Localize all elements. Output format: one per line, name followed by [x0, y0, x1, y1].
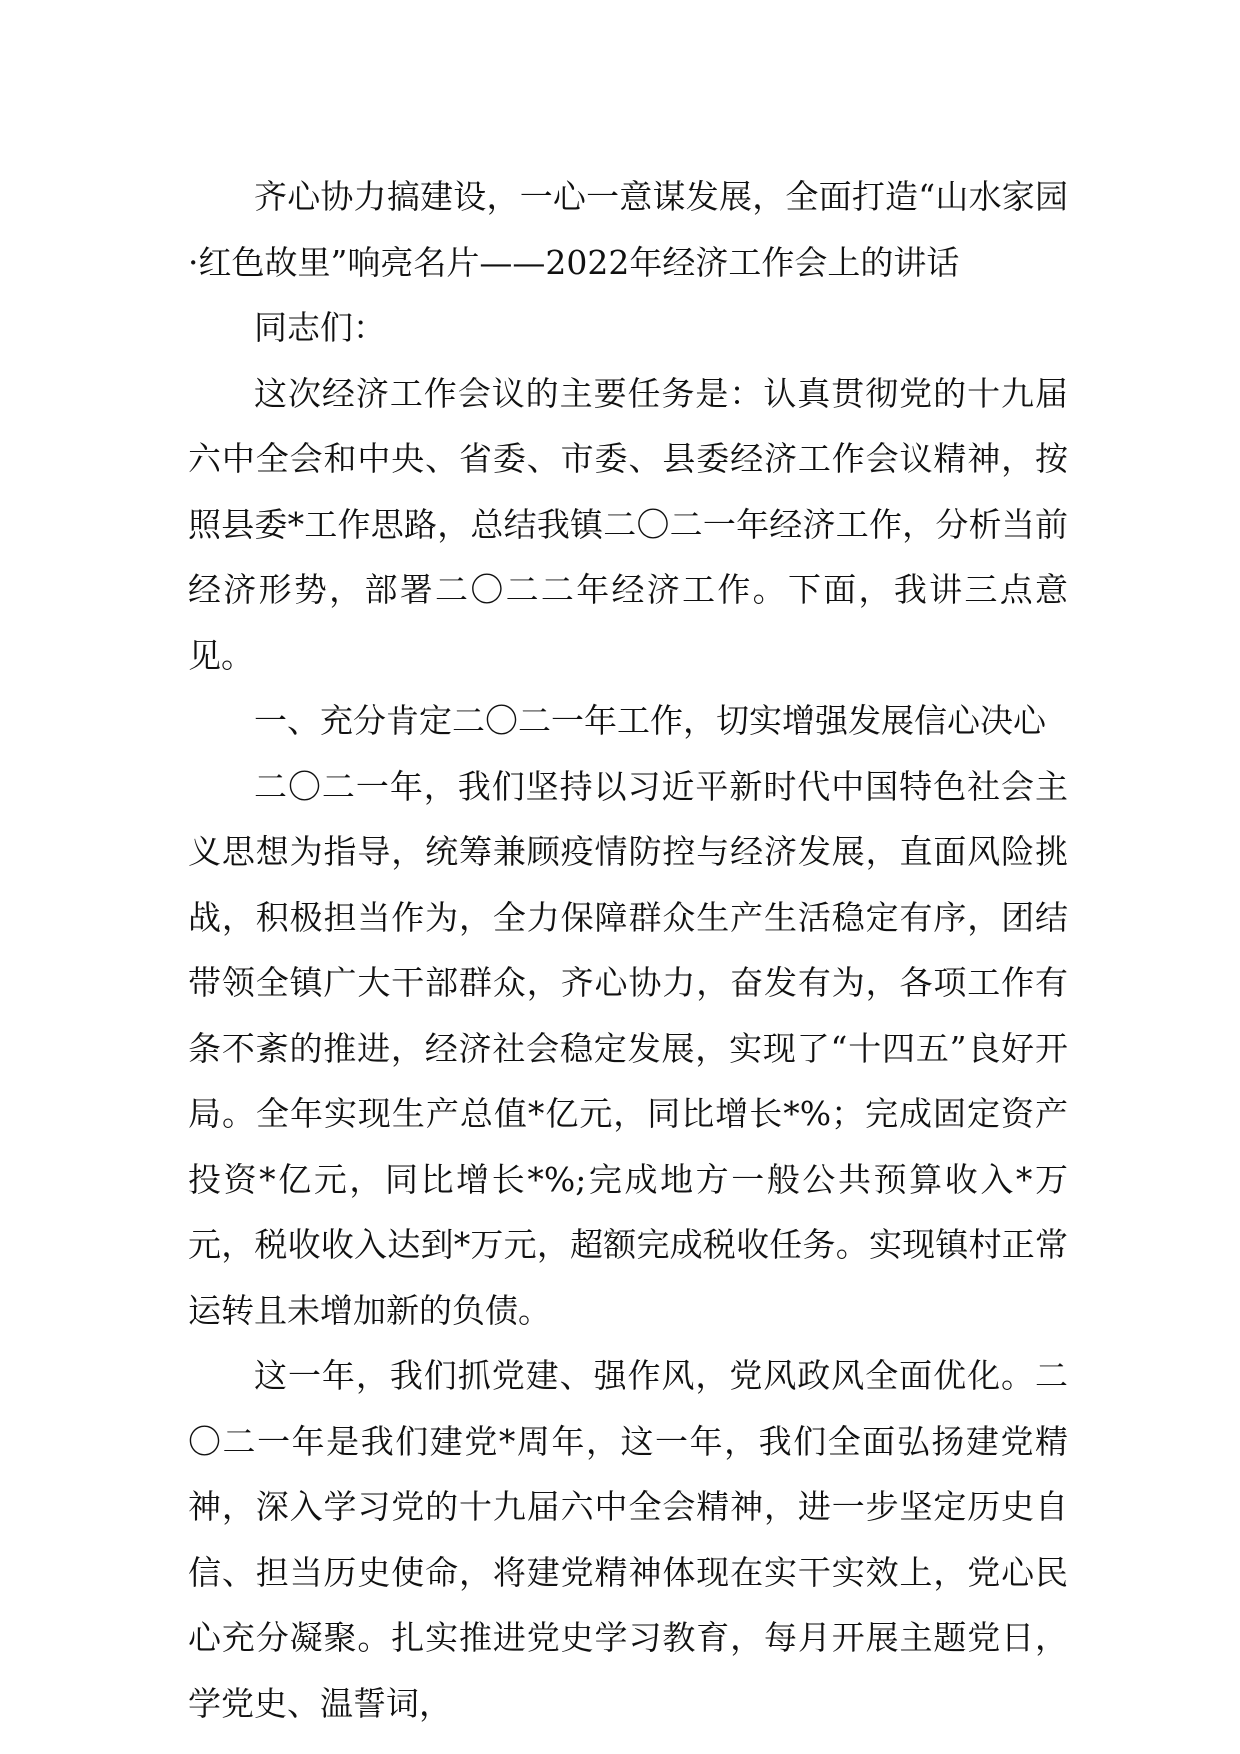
paragraph-2021-summary: 二〇二一年，我们坚持以习近平新时代中国特色社会主义思想为指导，统筹兼顾疫情防控与经济发展，直面风险挑战，积极担当作为，全力保障群众生产生活稳定有序，团结带领全镇广大干部群众，齐心协力，奋发有为，各项工作有条不紊的推进，经济社会稳定发展，实现了“十四五”良好开局。全年实现生产总值*亿元，同比增长*%；完成固定资产投资*亿元，同比增长*%;完成地方一般公共预算收入*万元，税收收入达到*万元，超额完成税收任务。实现镇村正常运转且未增加新的负债。 [188, 766, 1068, 1330]
paragraph-party-building: 这一年，我们抓党建、强作风，党风政风全面优化。二〇二一年是我们建党*周年，这一年，我们全面弘扬建党精神，深入学习党的十九届六中全会精神，进一步坚定历史自信、担当历史使命，将建党精神体现在实干实效上，党心民心充分凝聚。扎实推进党史学习教育，每月开展主题党日，学党史、温誓词， [188, 1356, 1068, 1723]
salutation: 同志们： [254, 308, 386, 347]
document-body [188, 164, 1068, 1736]
document-title: 齐心协力搞建设，一心一意谋发展，全面打造“山水家园·红色故里”响亮名片——2022年经济工作会上的讲话 [188, 177, 1068, 282]
paragraph-intro: 这次经济工作会议的主要任务是：认真贯彻党的十九届六中全会和中央、省委、市委、县委经济工作会议精神，按照县委*工作思路，总结我镇二〇二一年经济工作，分析当前经济形势，部署二〇二二年经济工作。下面，我讲三点意见。 [188, 373, 1068, 675]
section-heading-1: 一、充分肯定二〇二一年工作，切实增强发展信心决心 [254, 701, 1046, 740]
